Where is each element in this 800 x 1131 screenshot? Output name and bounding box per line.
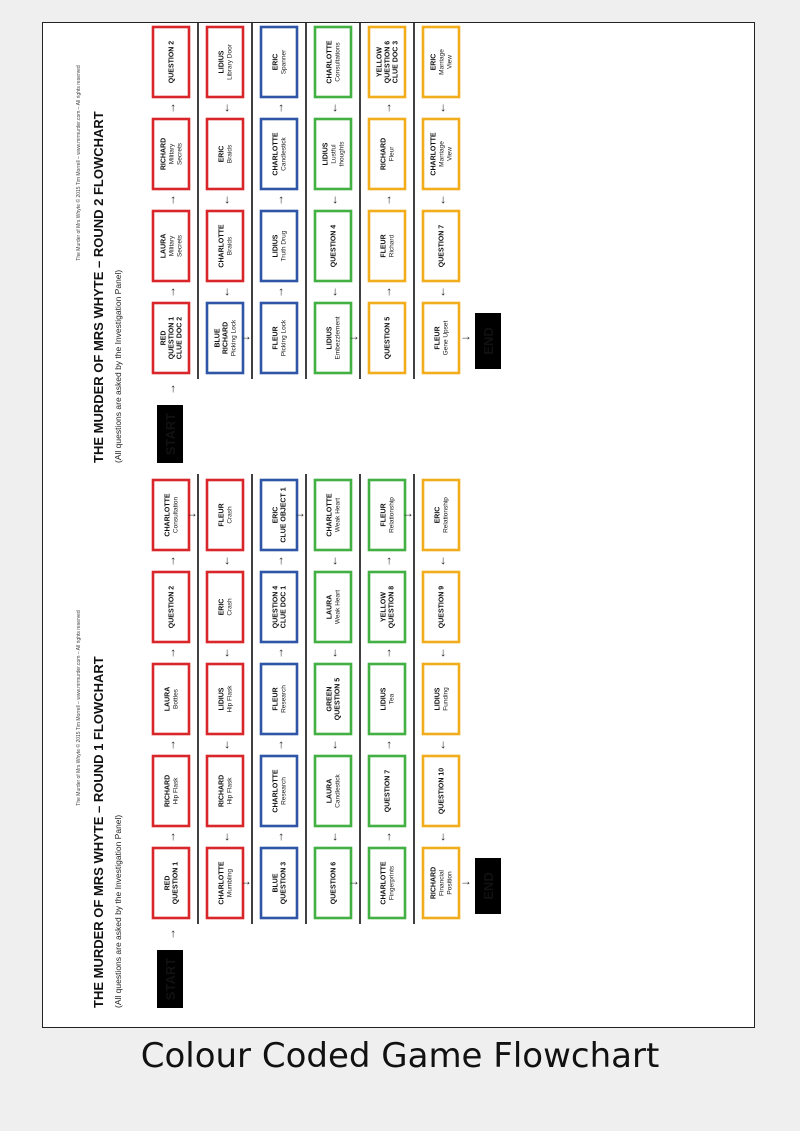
round2-box-name: CHARLOTTE <box>326 40 334 84</box>
round1-end-label: END <box>481 872 496 900</box>
round2-box-name: QUESTION 4 <box>330 224 338 268</box>
round1-box-topic: Research <box>280 777 288 805</box>
round1-box-name: CHARLOTTE <box>326 493 334 537</box>
round1-box-topic: Research <box>280 685 288 713</box>
round1-box-clue: CLUE DOC 1 <box>280 585 288 629</box>
round1-flow-arrow: ← <box>218 647 232 659</box>
round2-flow-arrow: → <box>272 286 286 298</box>
round1-box-name: QUESTION 3 <box>280 861 288 905</box>
flowchart-board <box>43 10 755 1028</box>
round2-flow-arrow: ↓ <box>346 335 360 341</box>
round1-flow-arrow: → <box>272 555 286 567</box>
round2-flow-arrow: ← <box>326 286 340 298</box>
round1-flow-arrow: → <box>272 647 286 659</box>
round2-flow-arrow: ← <box>326 102 340 114</box>
round1-flow-arrow: ← <box>434 555 448 567</box>
round1-box-topic: Relationship <box>388 497 396 533</box>
round2-box-topic: Gene Upset <box>442 320 450 356</box>
round1-box-name: CHARLOTTE <box>164 493 172 537</box>
round1-box-topic: Crash <box>226 598 234 616</box>
flowchart-sheet <box>42 10 755 1028</box>
round1-flow-arrow: → <box>164 831 178 843</box>
round2-box-topic: Richard <box>388 234 396 258</box>
round1-box-name: QUESTION 2 <box>168 585 176 629</box>
round2-box-topic: Picking Lock <box>230 319 238 357</box>
round2-box-topic: Secrets <box>176 234 184 258</box>
round1-flow-arrow: ↓ <box>184 512 198 518</box>
round1-flow-arrow: ↓ <box>292 512 306 518</box>
round2-flow-arrow: → <box>380 102 394 114</box>
round1-box-name: QUESTION 5 <box>334 677 342 721</box>
round2-box-name: QUESTION 2 <box>168 40 176 84</box>
round2-box-topic: Marriage <box>438 49 446 75</box>
round2-copyright: The Murder of Mrs Whyte © 2015 Tim Morrell – www.mrmurder.com – All rights reserved <box>76 65 82 261</box>
round2-box-topic: thoughts <box>338 141 346 167</box>
round2-box-name: ERIC <box>430 53 438 71</box>
round2-flow-arrow: → <box>380 286 394 298</box>
round2-flow-arrow: ← <box>434 102 448 114</box>
round2-box-clue: CLUE DOC 2 <box>176 316 184 360</box>
round1-box-topic: Crash <box>226 506 234 524</box>
round1-box-topic: Consultation <box>172 496 180 534</box>
round1-box-name: RICHARD <box>164 774 172 808</box>
round2-box-topic: Braids <box>226 236 234 256</box>
round2-box-topic: View <box>446 147 454 161</box>
round2-box-topic: Spanner <box>280 49 288 75</box>
round2-box-topic: Library Door <box>226 44 234 80</box>
round2-flow-arrow: → <box>164 383 178 395</box>
round2-box-tag: BLUE <box>214 328 222 348</box>
round1-box-name: QUESTION 8 <box>388 585 396 629</box>
round1-box-name: QUESTION 7 <box>384 769 392 813</box>
round2-box-clue: CLUE DOC 3 <box>392 40 400 84</box>
round2-box-topic: Military <box>168 143 176 165</box>
round1-box-topic: Hip Flask <box>226 685 234 713</box>
round2-box-topic: Braids <box>226 144 234 164</box>
round1-flow-arrow: → <box>164 739 178 751</box>
round1-flow-arrow: ← <box>326 831 340 843</box>
round2-flowchart: The Murder of Mrs Whyte © 2015 Tim Morrell – www.mrmurder.com – All rights reserved THE MURDER OF MRS WHYTE – ROUND 2 FLOWCHART (All questions are asked by the Investigation Panel) STARTRED QUESTION 1 CLUE DOC 2→LAURA Military Secrets→RICHARD Military Secrets→QUESTION 2→BLUE RICHARD Picking Lock←CHARLOTTE Braids←ERIC Braids←LIDIUS Library Door←FLEUR Picking Lock→LIDIUS Truth Drug→CHARLOTTE Candlestick→ERIC Spanner→↓ LIDIUS Embezzlement←QUESTION 4←LIDIUS Lustful thoughts←CHARLOTTE Consultations←QUESTION 5→FLEUR Richard→RICHARD Fleur→YELLOW QUESTION 6 CLUE DOC 3→↓ FLEUR Gene Upset←QUESTION 7←CHARLOTTE Marriage View←ERIC Marriage View←↓ END <box>75 22 501 463</box>
round2-flow-arrow: ← <box>434 194 448 206</box>
round2-box-topic: Lustful <box>330 144 338 164</box>
round2-flow-arrow: ← <box>326 194 340 206</box>
round2-box-name: CHARLOTTE <box>218 224 226 268</box>
round2-box-topic: Embezzlement <box>334 316 342 360</box>
round2-box-topic: Truth Drug <box>280 230 288 262</box>
round1-flowchart <box>75 474 501 1008</box>
round1-box-topic: Fingerprints <box>388 865 396 901</box>
round2-box-name: QUESTION 6 <box>384 40 392 84</box>
round1-box-topic: Financial <box>438 869 446 897</box>
round2-box-name: LAURA <box>160 233 168 259</box>
round2-flow-arrow: ← <box>218 286 232 298</box>
round2-box-name: QUESTION 1 <box>168 316 176 360</box>
round1-box-name: LIDIUS <box>380 687 388 711</box>
round1-flow-arrow: → <box>380 555 394 567</box>
round2-box-tag: YELLOW <box>376 47 384 77</box>
round1-box-name: QUESTION 1 <box>172 861 180 905</box>
round2-box-name: CHARLOTTE <box>272 132 280 176</box>
round1-box-topic: Relationship <box>442 497 450 533</box>
round1-box-name: ERIC <box>434 506 442 524</box>
round1-box-tag: BLUE <box>272 873 280 893</box>
round1-flow-arrow: → <box>272 831 286 843</box>
round1-flow-arrow: → <box>380 831 394 843</box>
round2-box-name: LIDIUS <box>218 50 226 74</box>
round2-flow-arrow: → <box>164 194 178 206</box>
round2-box-name: LIDIUS <box>326 326 334 350</box>
round1-box-topic: Weak Heart <box>334 497 342 533</box>
round1-box-topic: Mumbling <box>226 868 234 898</box>
round2-box-name: CHARLOTTE <box>430 132 438 176</box>
round2-box-name: LIDIUS <box>272 234 280 258</box>
round1-box-name: CHARLOTTE <box>272 769 280 813</box>
round1-box-name: LIDIUS <box>434 687 442 711</box>
round1-box-tag: YELLOW <box>380 592 388 622</box>
round2-box-name: RICHARD <box>222 321 230 355</box>
round2-flow-arrow: ← <box>218 102 232 114</box>
round2-title: THE MURDER OF MRS WHYTE – ROUND 2 FLOWCHART <box>91 111 106 463</box>
round1-box-name: FLEUR <box>380 503 388 527</box>
round1-box-topic: Tea <box>388 693 396 705</box>
round1-box-tag: GREEN <box>326 686 334 712</box>
round2-box-name: RICHARD <box>160 137 168 171</box>
round2-box-name: LIDIUS <box>322 142 330 166</box>
round1-box-name: FLEUR <box>272 687 280 711</box>
round1-start-label: START <box>163 957 178 1001</box>
round1-box-name: LIDIUS <box>218 687 226 711</box>
round1-flow-arrow: ← <box>326 647 340 659</box>
round1-copyright: The Murder of Mrs Whyte © 2015 Tim Morrell – www.mrmurder.com – All rights reserved <box>76 610 82 806</box>
round1-box-tag: RED <box>164 875 172 891</box>
round1-box-clue: CLUE OBJECT 1 <box>280 487 288 543</box>
round1-flow-arrow: ← <box>326 739 340 751</box>
round2-box-topic: Fleur <box>388 146 396 162</box>
round2-box-topic: Consultations <box>334 42 342 82</box>
round1-box-topic: Position <box>446 871 454 895</box>
round2-flow-arrow: ↓ <box>238 335 252 341</box>
round2-flow-arrow: → <box>380 194 394 206</box>
round1-box-name: QUESTION 6 <box>330 861 338 905</box>
round1-box-name: QUESTION 4 <box>272 585 280 629</box>
round1-flow-arrow: ↓ <box>238 880 252 886</box>
round2-box-name: QUESTION 7 <box>438 224 446 268</box>
round2-flow-arrow: ← <box>434 286 448 298</box>
round1-flow-arrow: → <box>380 647 394 659</box>
round1-flow-arrow: ← <box>218 555 232 567</box>
round2-box-name: QUESTION 5 <box>384 316 392 360</box>
round1-box-name: QUESTION 9 <box>438 585 446 629</box>
round2-box-name: FLEUR <box>434 326 442 350</box>
round2-flow-arrow: ← <box>218 194 232 206</box>
round2-box-tag: RED <box>160 330 168 346</box>
round1-box-name: RICHARD <box>218 774 226 808</box>
round1-flow-arrow: → <box>272 739 286 751</box>
round2-flow-arrow: → <box>272 194 286 206</box>
round1-box-name: CHARLOTTE <box>380 861 388 905</box>
round1-box-topic: Candlestick <box>334 774 342 808</box>
round1-subtitle: (All questions are asked by the Investigation Panel) <box>113 814 123 1008</box>
round1-flow-arrow: ↓ <box>400 512 414 518</box>
round1-box-topic: Hip Flask <box>172 777 180 805</box>
round1-box-name: LAURA <box>326 778 334 804</box>
round2-box-name: FLEUR <box>272 326 280 350</box>
round2-box-name: ERIC <box>272 53 280 71</box>
round2-box-topic: Marriage <box>438 141 446 167</box>
round2-box-topic: View <box>446 55 454 69</box>
round2-start-label: START <box>163 412 178 456</box>
round1-flow-arrow: ↓ <box>346 880 360 886</box>
round1-title: THE MURDER OF MRS WHYTE – ROUND 1 FLOWCHART <box>91 656 106 1008</box>
round1-box-name: LAURA <box>164 686 172 712</box>
round1-flow-arrow: ← <box>326 555 340 567</box>
round2-subtitle: (All questions are asked by the Investigation Panel) <box>113 269 123 463</box>
page-caption: Colour Coded Game Flowchart <box>140 1036 660 1076</box>
round2-box-topic: Military <box>168 235 176 257</box>
round1-box-name: FLEUR <box>218 503 226 527</box>
round1-flow-arrow: → <box>164 647 178 659</box>
round2-flow-arrow: → <box>272 102 286 114</box>
round1-flow-arrow: ← <box>218 739 232 751</box>
round1-box-topic: Funding <box>442 687 450 711</box>
round2-flow-arrow: ↓ <box>458 335 472 341</box>
round2-flow-arrow: → <box>164 102 178 114</box>
round2-box-name: ERIC <box>218 145 226 163</box>
round2-box-topic: Secrets <box>176 142 184 166</box>
round1-flow-arrow: → <box>164 928 178 940</box>
round1-flow-arrow: ↓ <box>458 880 472 886</box>
round1-box-topic: Hip Flask <box>226 777 234 805</box>
round2-box-topic: Picking Lock <box>280 319 288 357</box>
round2-flow-arrow: → <box>164 286 178 298</box>
round1-box-name: RICHARD <box>430 866 438 900</box>
round1-box-topic: Bottles <box>172 689 180 709</box>
round1-flow-arrow: → <box>380 739 394 751</box>
round1-flow-arrow: ← <box>434 831 448 843</box>
round1-box-name: ERIC <box>272 506 280 524</box>
round1-flow-arrow: ← <box>218 831 232 843</box>
round1-box-name: ERIC <box>218 598 226 616</box>
round2-box-name: RICHARD <box>380 137 388 171</box>
round2-box-name: FLEUR <box>380 234 388 258</box>
round2-box-topic: Candlestick <box>280 137 288 171</box>
round1-flow-arrow: → <box>164 555 178 567</box>
round1-box-name: QUESTION 10 <box>438 767 446 815</box>
round1-flow-arrow: ← <box>434 647 448 659</box>
round1-flow-arrow: ← <box>434 739 448 751</box>
round1-box-name: LAURA <box>326 594 334 620</box>
round1-box-name: CHARLOTTE <box>218 861 226 905</box>
round2-end-label: END <box>481 327 496 355</box>
round1-box-topic: Weak Heart <box>334 589 342 625</box>
